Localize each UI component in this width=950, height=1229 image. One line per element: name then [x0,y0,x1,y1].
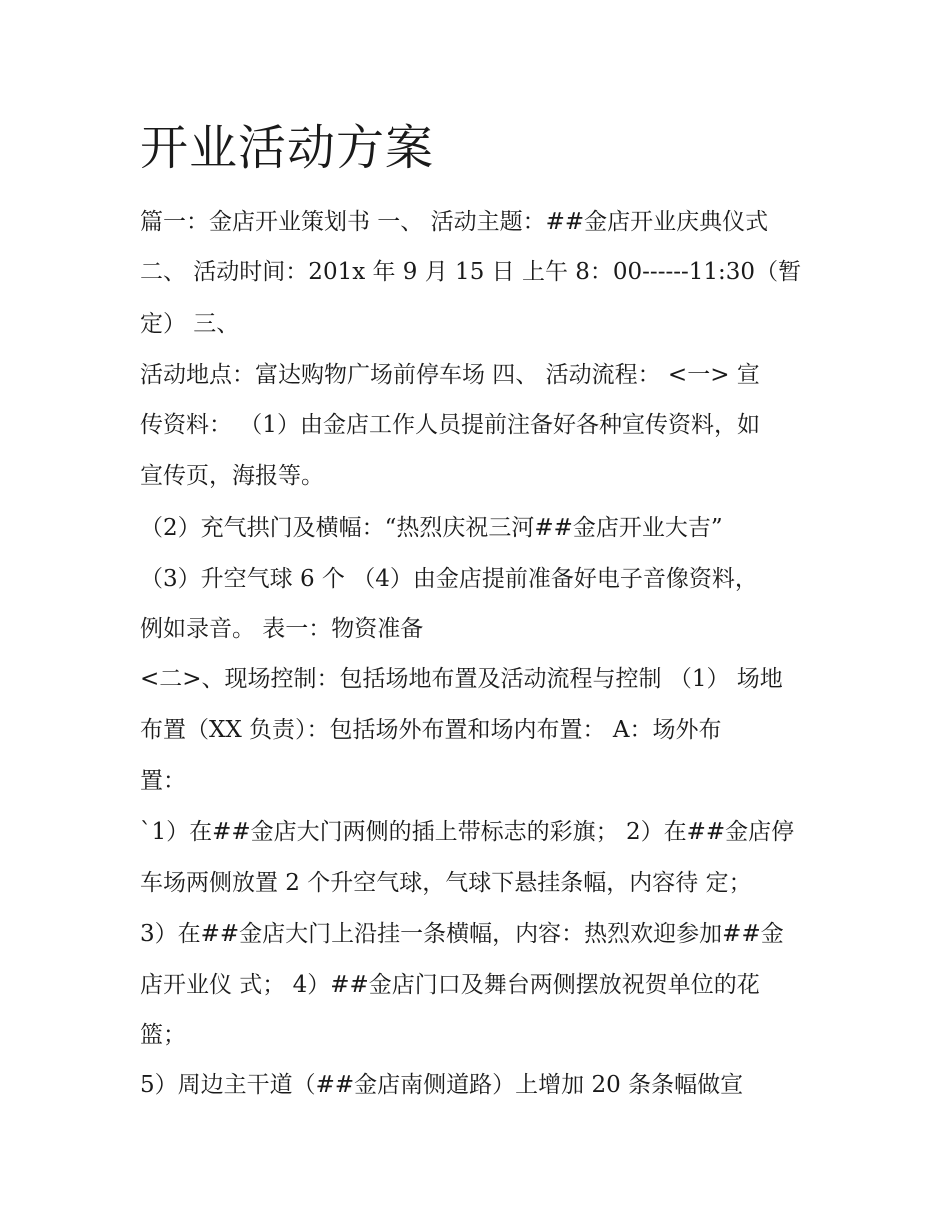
body-line-6: 宣传页，海报等。 [140,463,324,489]
body-line-9: 例如录音。 表一：物资准备 [140,616,424,642]
body-line-7: （2）充气拱门及横幅：“热烈庆祝三河##金店开业大吉” [140,515,723,541]
body-line-4: 活动地点：富达购物广场前停车场 四、 活动流程： <一> 宣 [140,362,760,388]
body-line-16: 店开业仪 式； 4）##金店门口及舞台两侧摆放祝贺单位的花 [140,972,760,998]
body-line-3: 定） 三、 [140,311,240,337]
body-line-1: 篇一：金店开业策划书 一、 活动主题：##金店开业庆典仪式 [140,209,769,235]
body-line-10: <二>、现场控制：包括场地布置及活动流程与控制 （1） 场地 [140,666,783,692]
body-line-12: 置： [140,768,186,794]
body-line-13: `1）在##金店大门两侧的插上带标志的彩旗； 2）在##金店停 [140,819,795,845]
body-line-14: 车场两侧放置 2 个升空气球，气球下悬挂条幅，内容待 定； [140,870,752,896]
body-line-2: 二、 活动时间：201x 年 9 月 15 日 上午 8：00------11:30（暂 [140,259,802,285]
body-line-17: 篮； [140,1022,186,1048]
body-line-5: 传资料： （1）由金店工作人员提前注备好各种宣传资料，如 [140,412,760,438]
body-line-18: 5）周边主干道（##金店南侧道路）上增加 20 条条幅做宣 [140,1072,744,1098]
body-line-11: 布置（XX 负责）：包括场外布置和场内布置： A：场外布 [140,717,722,743]
body-line-15: 3）在##金店大门上沿挂一条横幅，内容：热烈欢迎参加##金 [140,921,784,947]
body-line-8: （3）升空气球 6 个 （4）由金店提前准备好电子音像资料， [140,566,758,592]
document-title: 开业活动方案 [140,120,435,176]
